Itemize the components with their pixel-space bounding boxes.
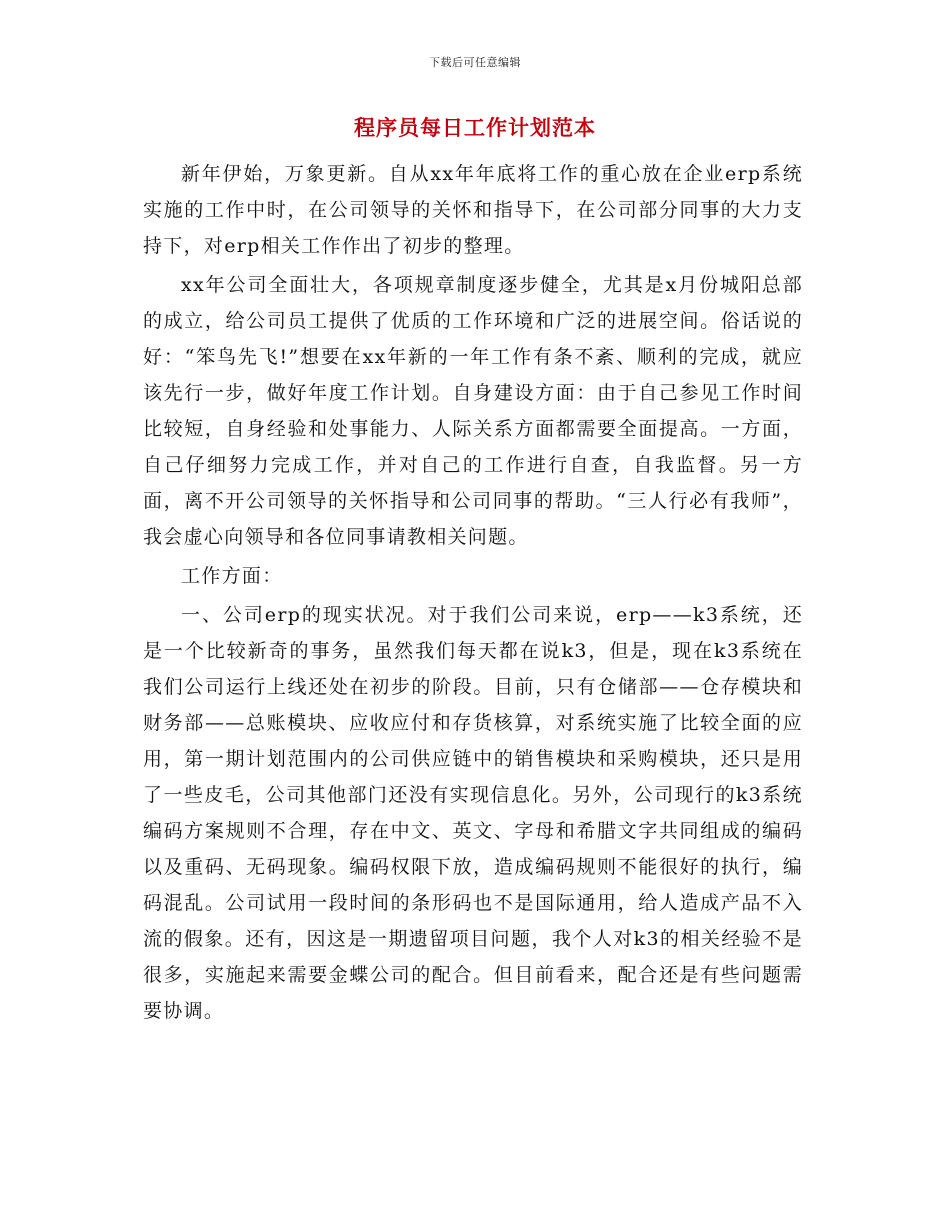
paragraph-intro: 新年伊始，万象更新。自从xx年年底将工作的重心放在企业erp系统实施的工作中时，在公司领导的关怀和指导下，在公司部分同事的大力支持下，对erp相关工作作出了初步的整理。 [143, 163, 803, 257]
document-title: 程序员每日工作计划范本 [354, 115, 596, 140]
paragraph-self-development: xx年公司全面壮大，各项规章制度逐步健全，尤其是x月份城阳总部的成立，给公司员工提供了优质的工作环境和广泛的进展空间。俗话说的好：“笨鸟先飞!”想要在xx年新的一年工作有条不紊、顺利的完成，就应该先行一步，做好年度工作计划。自身建设方面：由于自己参见工作时间比较短，自身经验和处事能力、人际关系方面都需要全面提高。一方面，自己仔细努力完成工作，并对自己的工作进行自查，自我监督。另一方面，离不开公司领导的关怀指导和公司同事的帮助。“三人行必有我师”，我会虚心向领导和各位同事请教相关问题。 [143, 274, 803, 548]
paragraph-erp-status: 一、公司erp的现实状况。对于我们公司来说，erp——k3系统，还是一个比较新奇的事务，虽然我们每天都在说k3，但是，现在k3系统在我们公司运行上线还处在初步的阶段。目前，只有仓储部——仓存模块和财务部——总账模块、应收应付和存货核算，对系统实施了比较全面的应用，第一期计划范围内的公司供应链中的销售模块和采购模块，还只是用了一些皮毛，公司其他部门还没有实现信息化。另外，公司现行的k3系统编码方案规则不合理，存在中文、英文、字母和希腊文字共同组成的编码以及重码、无码现象。编码权限下放，造成编码规则不能很好的执行，编码混乱。公司试用一段时间的条形码也不是国际通用，给人造成产品不入流的假象。还有，因这是一期遗留项目问题，我个人对k3的相关经验不是很多，实施起来需要金蝶公司的配合。但目前看来，配合还是有些问题需要协调。 [143, 604, 803, 1022]
document-body [143, 156, 803, 1032]
paragraph-work-heading: 工作方面： [181, 565, 283, 587]
header-note: 下载后可任意编辑 [429, 56, 521, 69]
